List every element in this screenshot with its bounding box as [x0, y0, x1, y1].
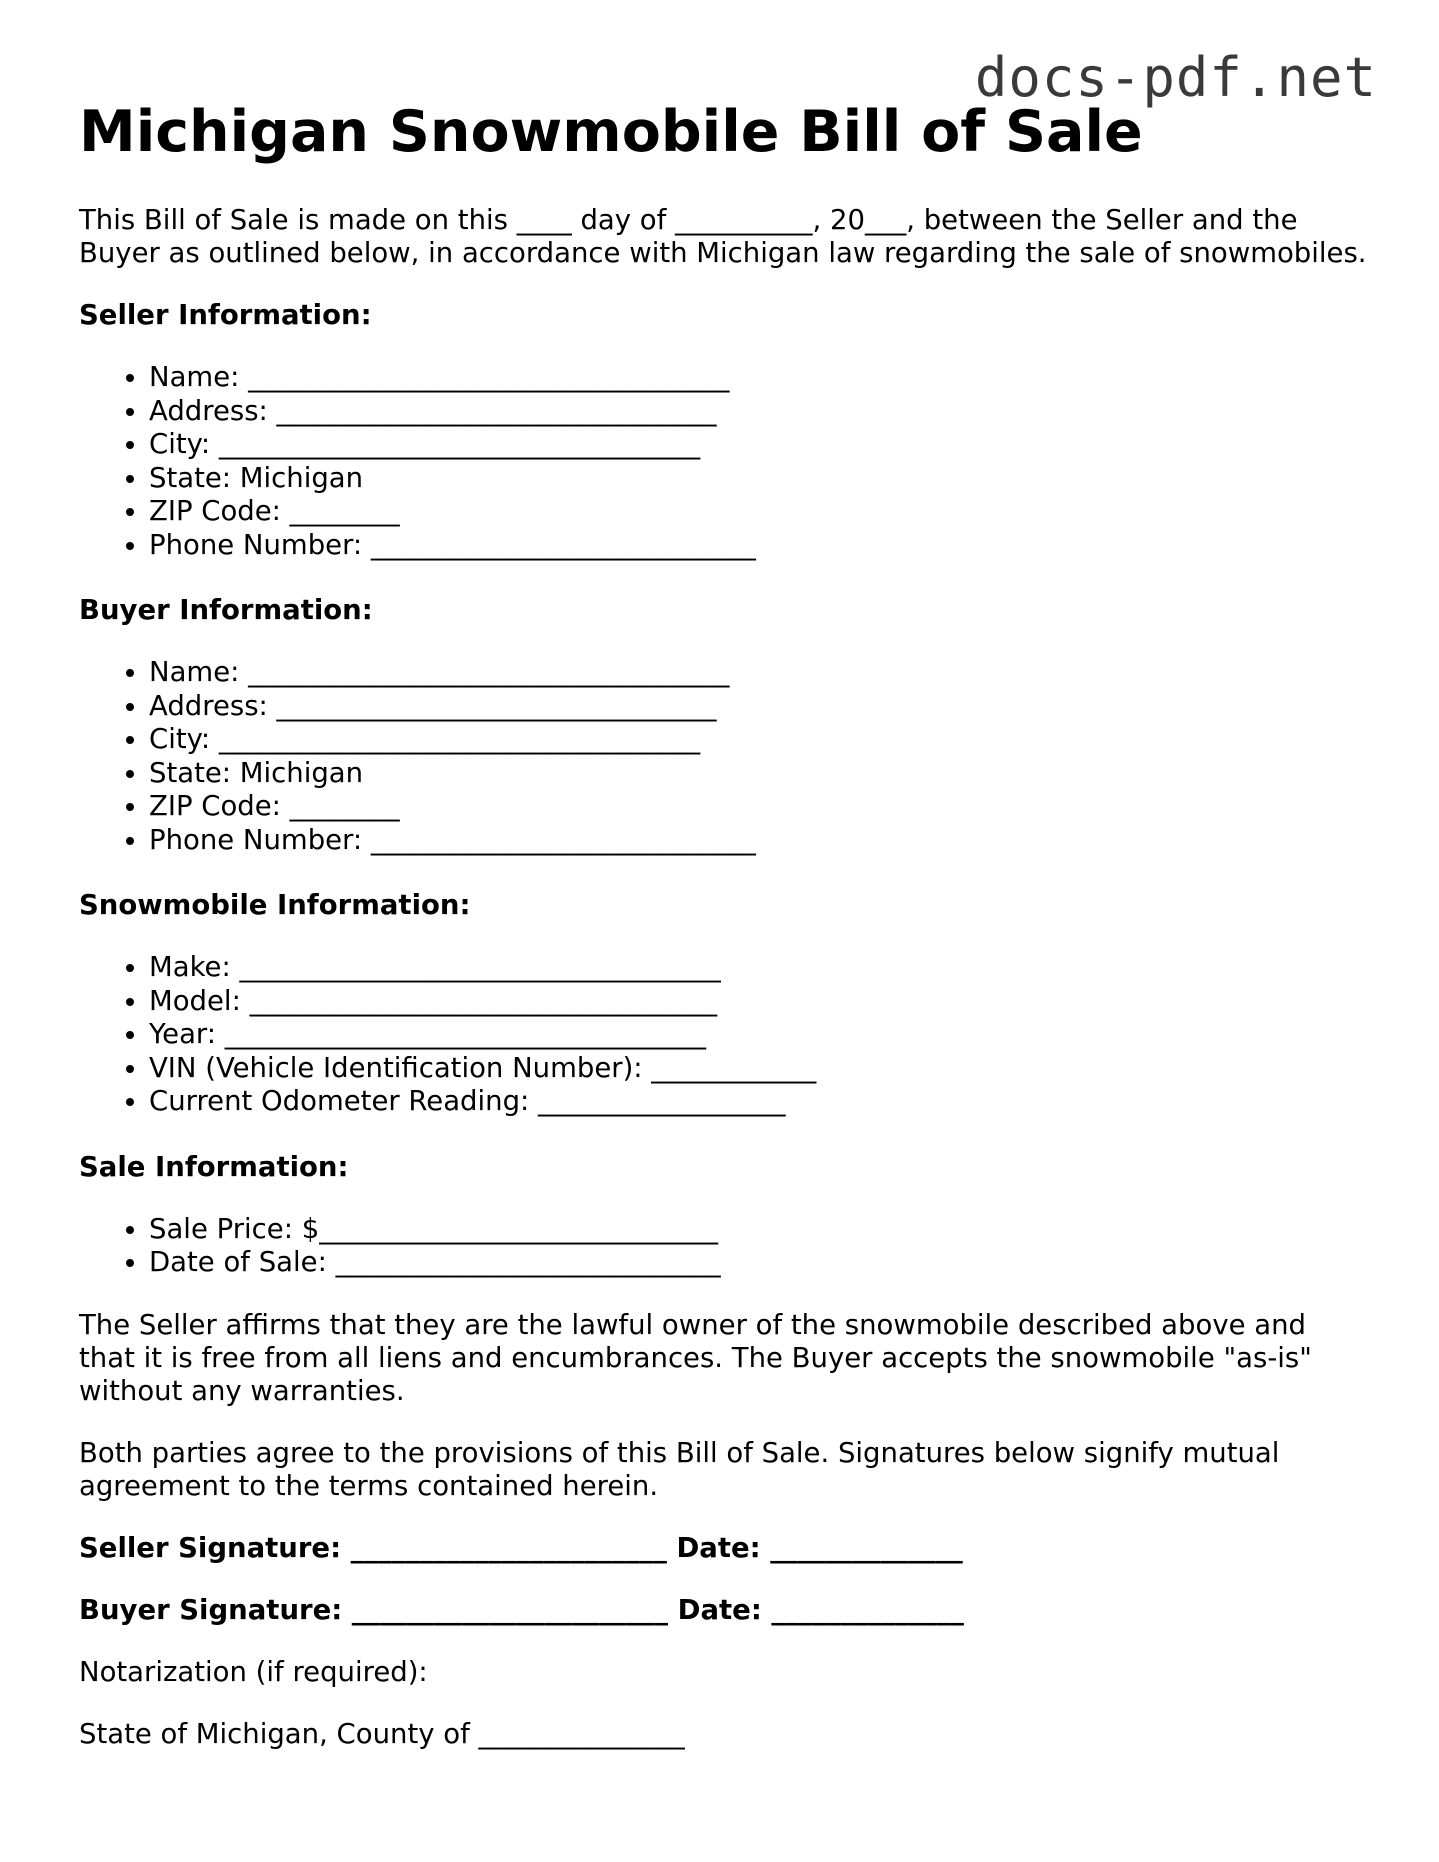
sale-info-list — [79, 1213, 1369, 1280]
affirmation-paragraph: The Seller affirms that they are the lawful owner of the snowmobile described above and that it is free from all liens and encumbrances. The Buyer accepts the snowmobile "as-is" without any warranties. — [79, 1308, 1312, 1407]
buyer-info-list — [79, 656, 1369, 857]
snowmobile-heading: Snowmobile Information: — [79, 889, 471, 922]
sale-date-field: • Date of Sale: ____________________________ — [149, 1246, 1369, 1280]
seller-city-field: • City: ___________________________________ — [149, 428, 1369, 462]
snowmobile-year-field: • Year: ___________________________________ — [149, 1018, 1369, 1052]
snowmobile-info-list — [79, 951, 1369, 1119]
snowmobile-make-field: • Make: ___________________________________ — [149, 951, 1369, 985]
seller-signature-line: Seller Signature: _______________________ Date: ______________ — [79, 1531, 963, 1564]
snowmobile-model-field: • Model: __________________________________ — [149, 985, 1369, 1019]
sale-price-field: • Sale Price: $_____________________________ — [149, 1213, 1369, 1247]
intro-paragraph: This Bill of Sale is made on this ____ day of __________, 20___, between the Seller and the Buyer as outlined below, in accordance with Michigan law regarding the sale of snowmobiles. — [79, 204, 1367, 270]
snowmobile-vin-field: • VIN (Vehicle Identification Number): ____________ — [149, 1052, 1369, 1086]
document-body — [79, 98, 1369, 1780]
snowmobile-odometer-field: • Current Odometer Reading: __________________ — [149, 1085, 1369, 1119]
buyer-signature-line: Buyer Signature: _______________________ Date: ______________ — [79, 1593, 964, 1626]
sale-heading: Sale Information: — [79, 1150, 349, 1183]
seller-heading: Seller Information: — [79, 299, 372, 332]
buyer-zip-field: • ZIP Code: ________ — [149, 790, 1369, 824]
buyer-state-field: • State: Michigan — [149, 757, 1369, 791]
buyer-city-field: • City: ___________________________________ — [149, 723, 1369, 757]
buyer-phone-field: • Phone Number: ____________________________ — [149, 824, 1369, 858]
agreement-paragraph: Both parties agree to the provisions of this Bill of Sale. Signatures below signify mutual agreement to the terms contained herein. — [79, 1436, 1280, 1502]
buyer-name-field: • Name: ___________________________________ — [149, 656, 1369, 690]
seller-zip-field: • ZIP Code: ________ — [149, 495, 1369, 529]
buyer-heading: Buyer Information: — [79, 594, 373, 627]
watermark: docs-pdf.net — [974, 46, 1377, 109]
seller-info-list — [79, 361, 1369, 562]
seller-state-field: • State: Michigan — [149, 462, 1369, 496]
seller-phone-field: • Phone Number: ____________________________ — [149, 529, 1369, 563]
page-title: Michigan Snowmobile Bill of Sale — [79, 99, 1143, 165]
seller-name-field: • Name: ___________________________________ — [149, 361, 1369, 395]
notarization-label: Notarization (if required): — [79, 1655, 428, 1688]
buyer-address-field: • Address: ________________________________ — [149, 690, 1369, 724]
seller-address-field: • Address: ________________________________ — [149, 395, 1369, 429]
county-line: State of Michigan, County of _______________ — [79, 1717, 685, 1750]
